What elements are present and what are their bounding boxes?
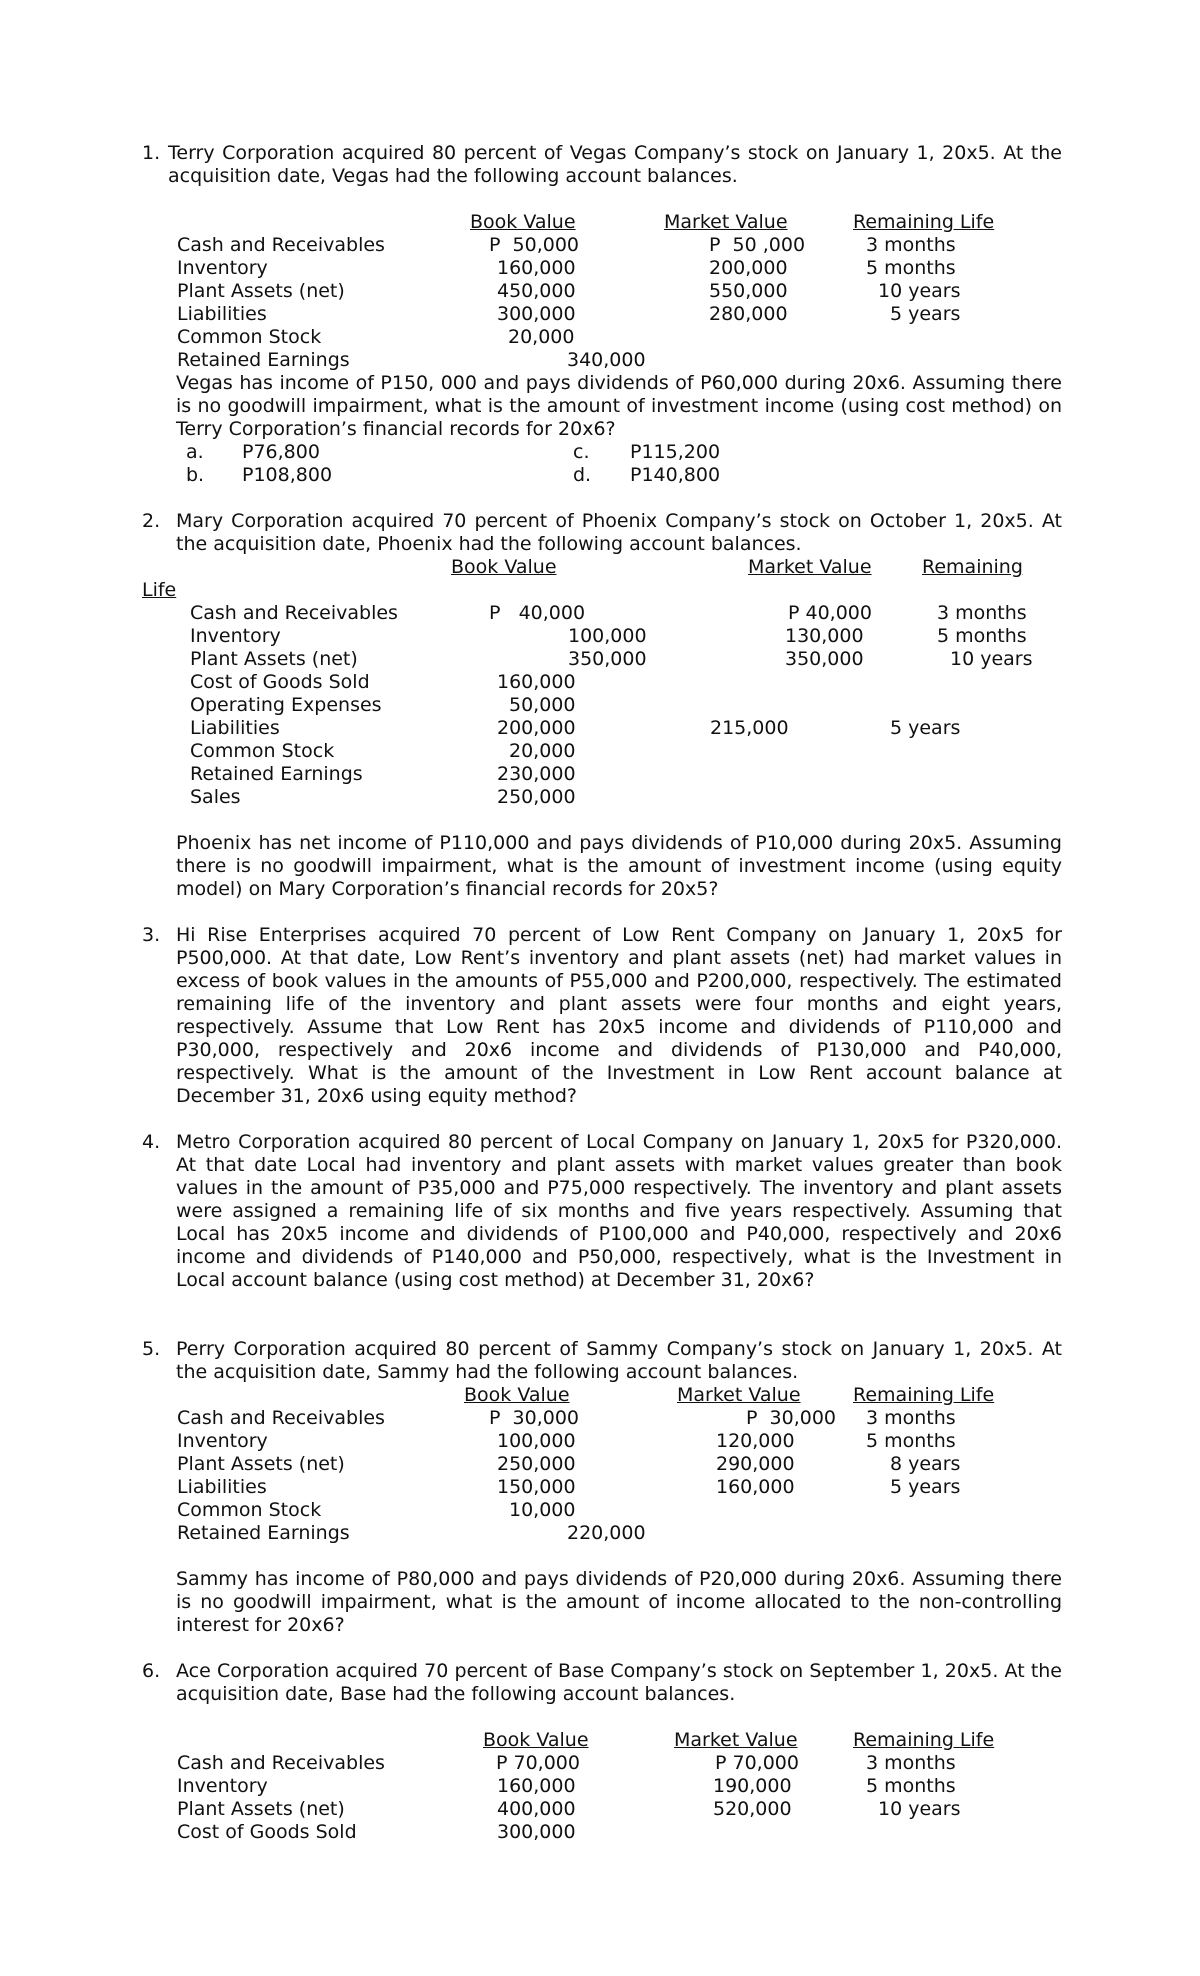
book-value: 20,000 xyxy=(508,326,575,348)
account-name: Operating Expenses xyxy=(190,694,382,716)
choice-text: P76,800 xyxy=(242,441,320,463)
question-number: 1. xyxy=(142,142,161,164)
question-number: 5. xyxy=(142,1338,161,1360)
remaining-life: 3 months xyxy=(937,602,1027,624)
book-value: 230,000 xyxy=(497,763,576,785)
account-name: Retained Earnings xyxy=(190,763,363,785)
book-value: 150,000 xyxy=(497,1476,576,1498)
header-market-value: Market Value xyxy=(664,211,788,233)
choice-letter: b. xyxy=(186,464,205,486)
book-value: 220,000 xyxy=(567,1522,646,1544)
header-book-value: Book Value xyxy=(470,211,576,233)
remaining-life: 5 months xyxy=(866,1430,956,1452)
question-text: Phoenix has net income of P110,000 and pays dividends of P10,000 during 20x5. Assuming there is no goodwill impairment, what is the amount of investment income (using equity model) on Mary Corporation’s financial records for 20x5? xyxy=(176,832,1062,900)
market-value: P 50 ,000 xyxy=(709,234,806,256)
question-text: Vegas has income of P150, 000 and pays dividends of P60,000 during 20x6. Assuming there is no goodwill impairment, what is the amount of investment income (using cost method) on Terry Corporation’s financial records for 20x6? xyxy=(176,372,1062,440)
account-name: Inventory xyxy=(177,1430,268,1452)
question-intro: Mary Corporation acquired 70 percent of Phoenix Company’s stock on October 1, 20x5. At the acquisition date, Phoenix had the following account balances. xyxy=(176,510,1062,555)
account-name: Plant Assets (net) xyxy=(190,648,358,670)
book-value: P 70,000 xyxy=(496,1752,580,1774)
header-remaining-life: Remaining Life xyxy=(853,211,995,233)
remaining-life: 5 months xyxy=(866,1775,956,1797)
choice-letter: c. xyxy=(573,441,590,463)
question-number: 3. xyxy=(142,924,161,946)
book-value: 350,000 xyxy=(568,648,647,670)
choice-text: P140,800 xyxy=(630,464,721,486)
remaining-life: 10 years xyxy=(950,648,1033,670)
header-market-value: Market Value xyxy=(677,1384,801,1406)
market-value: P 40,000 xyxy=(788,602,872,624)
question-intro: Perry Corporation acquired 80 percent of Sammy Company’s stock on January 1, 20x5. At the acquisition date, Sammy had the following account balances. xyxy=(176,1338,1062,1383)
market-value: 190,000 xyxy=(713,1775,792,1797)
account-name: Retained Earnings xyxy=(177,349,350,371)
account-name: Inventory xyxy=(190,625,281,647)
question-intro: Terry Corporation acquired 80 percent of Vegas Company’s stock on January 1, 20x5. At the acquisition date, Vegas had the following account balances. xyxy=(168,142,1062,187)
remaining-life: 3 months xyxy=(866,1752,956,1774)
book-value: P 50,000 xyxy=(489,234,580,256)
question-text: Metro Corporation acquired 80 percent of Local Company on January 1, 20x5 for P320,000. At that date Local had inventory and plant assets with market values greater than book values in the amount of P35,000 and P75,000 respectively. The inventory and plant assets were assigned a remaining life of six months and five years respectively. Assuming that Local has 20x5 income and dividends of P100,000 and P40,000, respectively and 20x6 income and dividends of P140,000 and P50,000, respectively, what is the Investment in Local account balance (using cost method) at December 31, 20x6? xyxy=(176,1131,1062,1291)
header-book-value: Book Value xyxy=(483,1729,589,1751)
header-life: Life xyxy=(142,579,177,601)
book-value: 250,000 xyxy=(497,1453,576,1475)
choice-letter: d. xyxy=(573,464,592,486)
header-market-value: Market Value xyxy=(748,556,872,578)
account-name: Inventory xyxy=(177,1775,268,1797)
book-value: P 40,000 xyxy=(489,602,586,624)
remaining-life: 5 months xyxy=(937,625,1027,647)
account-name: Liabilities xyxy=(177,1476,267,1498)
remaining-life: 10 years xyxy=(878,1798,961,1820)
remaining-life: 3 months xyxy=(866,234,956,256)
market-value: 550,000 xyxy=(709,280,788,302)
account-name: Plant Assets (net) xyxy=(177,1798,345,1820)
market-value: 120,000 xyxy=(716,1430,795,1452)
account-name: Inventory xyxy=(177,257,268,279)
header-book-value: Book Value xyxy=(464,1384,570,1406)
book-value: 160,000 xyxy=(497,257,576,279)
choice-text: P108,800 xyxy=(242,464,333,486)
remaining-life: 5 years xyxy=(890,1476,961,1498)
book-value: 160,000 xyxy=(497,1775,576,1797)
question-number: 6. xyxy=(142,1660,161,1682)
account-name: Cash and Receivables xyxy=(177,1407,385,1429)
book-value: 450,000 xyxy=(497,280,576,302)
account-name: Cash and Receivables xyxy=(177,234,385,256)
book-value: 300,000 xyxy=(497,303,576,325)
market-value: 160,000 xyxy=(716,1476,795,1498)
remaining-life: 5 months xyxy=(866,257,956,279)
book-value: 100,000 xyxy=(497,1430,576,1452)
market-value: 130,000 xyxy=(785,625,864,647)
book-value: 100,000 xyxy=(568,625,647,647)
header-remaining-life: Remaining Life xyxy=(853,1729,995,1751)
header-book-value: Book Value xyxy=(451,556,557,578)
market-value: 520,000 xyxy=(713,1798,792,1820)
account-name: Retained Earnings xyxy=(177,1522,350,1544)
market-value: 200,000 xyxy=(709,257,788,279)
remaining-life: 3 months xyxy=(866,1407,956,1429)
remaining-life: 8 years xyxy=(890,1453,961,1475)
header-market-value: Market Value xyxy=(674,1729,798,1751)
account-name: Cost of Goods Sold xyxy=(190,671,370,693)
market-value: P 70,000 xyxy=(715,1752,799,1774)
account-name: Cost of Goods Sold xyxy=(177,1821,357,1843)
account-name: Cash and Receivables xyxy=(177,1752,385,1774)
book-value: 50,000 xyxy=(509,694,576,716)
book-value: 250,000 xyxy=(497,786,576,808)
market-value: 350,000 xyxy=(785,648,864,670)
account-name: Liabilities xyxy=(177,303,267,325)
choice-letter: a. xyxy=(186,441,204,463)
remaining-life: 5 years xyxy=(890,717,961,739)
question-text: Hi Rise Enterprises acquired 70 percent of Low Rent Company on January 1, 20x5 for P500,000. At that date, Low Rent’s inventory and plant assets (net) had market values in excess of book values in the amounts of P55,000 and P200,000, respectively. The estimated remaining life of the inventory and plant assets were four months and eight years, respectively. Assume that Low Rent has 20x5 income and dividends of P110,000 and P30,000, respectively and 20x6 income and dividends of P130,000 and P40,000, respectively. What is the amount of the Investment in Low Rent account balance at December 31, 20x6 using equity method? xyxy=(176,924,1062,1107)
question-intro: Ace Corporation acquired 70 percent of Base Company’s stock on September 1, 20x5. At the acquisition date, Base had the following account balances. xyxy=(176,1660,1062,1705)
account-name: Plant Assets (net) xyxy=(177,1453,345,1475)
account-name: Sales xyxy=(190,786,241,808)
book-value: 300,000 xyxy=(497,1821,576,1843)
market-value: 290,000 xyxy=(716,1453,795,1475)
book-value: 400,000 xyxy=(497,1798,576,1820)
remaining-life: 10 years xyxy=(878,280,961,302)
market-value: 280,000 xyxy=(709,303,788,325)
book-value: 340,000 xyxy=(567,349,646,371)
question-number: 4. xyxy=(142,1131,161,1153)
header-remaining: Remaining xyxy=(922,556,1023,578)
question-text: Sammy has income of P80,000 and pays dividends of P20,000 during 20x6. Assuming there is no goodwill impairment, what is the amount of income allocated to the non-controlling interest for 20x6? xyxy=(176,1568,1062,1636)
market-value: 215,000 xyxy=(710,717,789,739)
market-value: P 30,000 xyxy=(746,1407,837,1429)
book-value: 200,000 xyxy=(497,717,576,739)
book-value: 20,000 xyxy=(509,740,576,762)
book-value: 160,000 xyxy=(497,671,576,693)
account-name: Liabilities xyxy=(190,717,280,739)
question-number: 2. xyxy=(142,510,161,532)
account-name: Common Stock xyxy=(177,326,322,348)
book-value: P 30,000 xyxy=(489,1407,580,1429)
account-name: Cash and Receivables xyxy=(190,602,398,624)
account-name: Common Stock xyxy=(177,1499,322,1521)
remaining-life: 5 years xyxy=(890,303,961,325)
account-name: Plant Assets (net) xyxy=(177,280,345,302)
choice-text: P115,200 xyxy=(630,441,721,463)
header-remaining-life: Remaining Life xyxy=(853,1384,995,1406)
book-value: 10,000 xyxy=(509,1499,576,1521)
account-name: Common Stock xyxy=(190,740,335,762)
